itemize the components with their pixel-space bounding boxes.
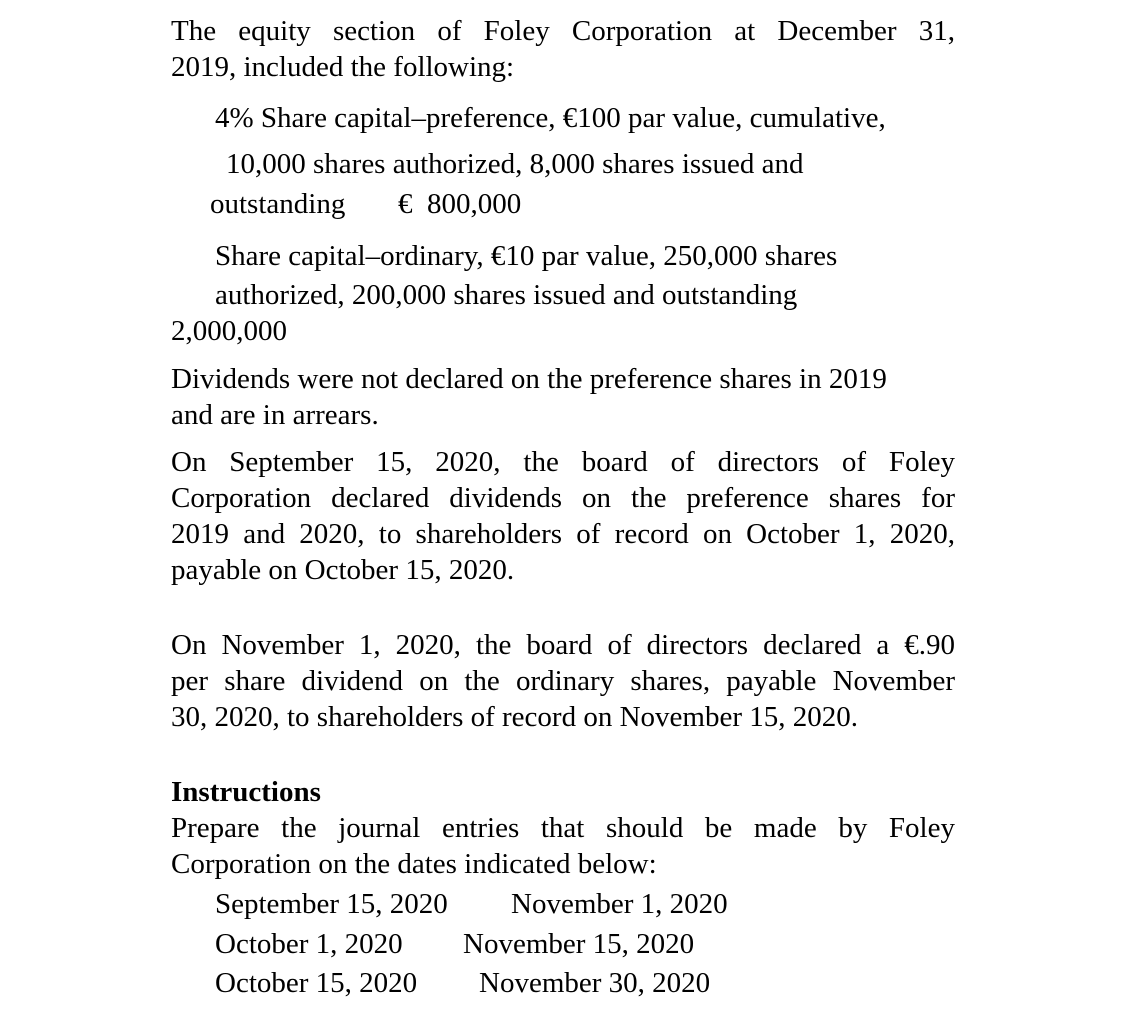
date-october-1: October 1, 2020 [215,928,403,960]
november-line-1: On November 1, 2020, the board of directors declared a €.90 [171,629,955,661]
preference-line-2: 10,000 shares authorized, 8,000 shares issued and [226,148,804,180]
intro-line-2: 2019, included the following: [171,51,515,83]
september-line-1: On September 15, 2020, the board of directors of Foley [171,446,955,478]
instructions-line-1: Prepare the journal entries that should be made by Foley [171,812,955,844]
ordinary-line-1: Share capital–ordinary, €10 par value, 250,000 shares [215,240,838,272]
instructions-line-2: Corporation on the dates indicated below: [171,848,657,880]
instructions-heading: Instructions [171,776,321,808]
september-line-4: payable on October 15, 2020. [171,554,515,586]
ordinary-line-2: authorized, 200,000 shares issued and outstanding [215,279,798,311]
november-line-2: per share dividend on the ordinary shares, payable November [171,665,955,697]
arrears-line-1: Dividends were not declared on the preference shares in 2019 [171,363,887,395]
september-line-3: 2019 and 2020, to shareholders of record on October 1, 2020, [171,518,955,550]
date-november-15: November 15, 2020 [463,928,695,960]
date-october-15: October 15, 2020 [215,967,418,999]
intro-line-1: The equity section of Foley Corporation at December 31, [171,15,955,47]
ordinary-amount: 2,000,000 [171,315,287,347]
preference-amount: € 800,000 [398,188,522,220]
september-line-2: Corporation declared dividends on the preference shares for [171,482,955,514]
november-line-3: 30, 2020, to shareholders of record on November 15, 2020. [171,701,858,733]
date-september-15: September 15, 2020 [215,888,448,920]
preference-line-3-label: outstanding [210,188,346,220]
arrears-line-2: and are in arrears. [171,399,379,431]
date-november-1: November 1, 2020 [511,888,728,920]
date-november-30: November 30, 2020 [479,967,711,999]
preference-line-1: 4% Share capital–preference, €100 par value, cumulative, [215,102,886,134]
